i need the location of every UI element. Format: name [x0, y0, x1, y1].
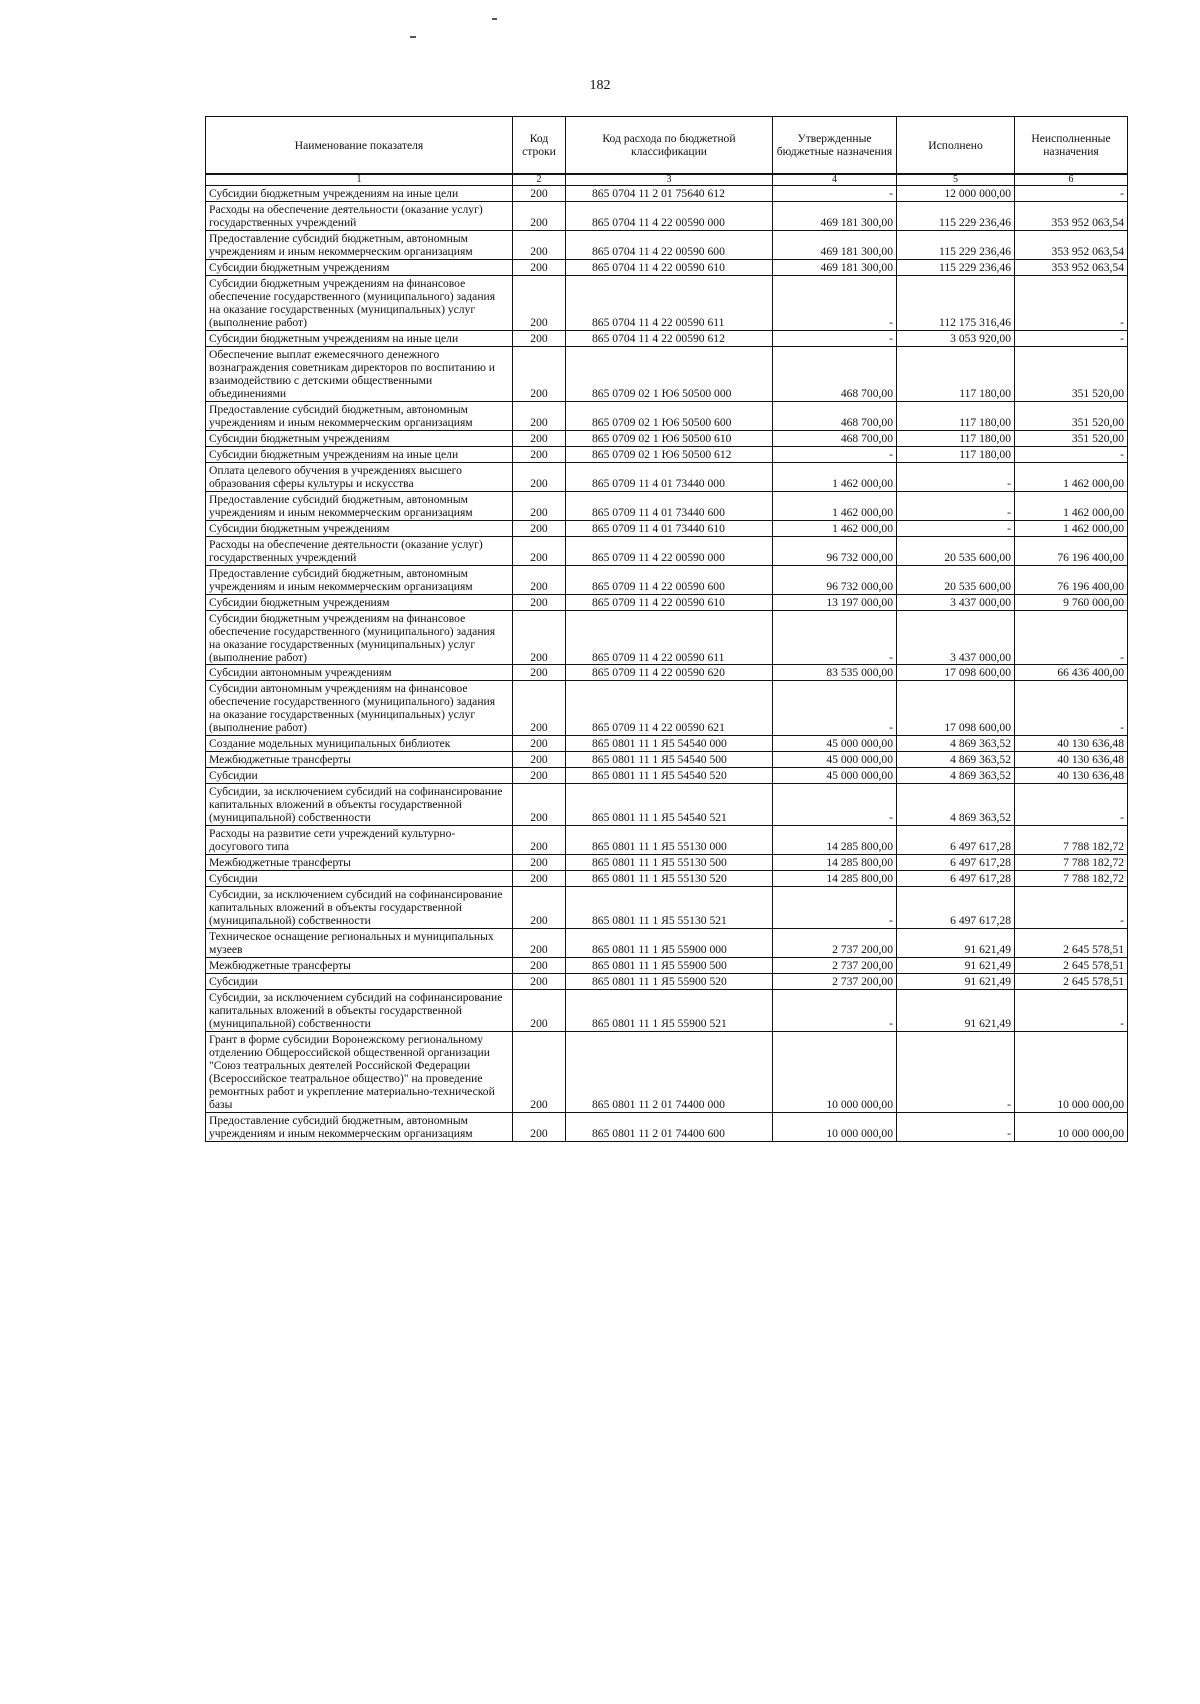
table-row [206, 259, 1128, 275]
row-approved: 468 700,00 [773, 346, 897, 401]
table-row [206, 594, 1128, 610]
row-budget-code: 865 0801 11 2 01 74400 600 [566, 1113, 773, 1142]
budget-table-container [205, 116, 1127, 1142]
row-name: Создание модельных муниципальных библиотек [206, 736, 513, 752]
row-name: Субсидии, за исключением субсидий на софинансирование капитальных вложений в объекты государственной (муниципальной) собственности [206, 784, 513, 826]
row-name: Субсидии автономным учреждениям на финансовое обеспечение государственного (муниципального) задания на оказание государственных (муниципальных) услуг (выполнение работ) [206, 681, 513, 736]
table-row [206, 826, 1128, 855]
row-line-code: 200 [513, 346, 566, 401]
row-unexecuted: - [1015, 610, 1128, 665]
row-line-code: 200 [513, 752, 566, 768]
row-line-code: 200 [513, 958, 566, 974]
row-unexecuted: 1 462 000,00 [1015, 491, 1128, 520]
row-line-code: 200 [513, 665, 566, 681]
row-executed: 4 869 363,52 [897, 752, 1015, 768]
row-name: Предоставление субсидий бюджетным, автономным учреждениям и иным некоммерческим организациям [206, 230, 513, 259]
row-budget-code: 865 0709 02 1 Ю6 50500 000 [566, 346, 773, 401]
row-approved: - [773, 784, 897, 826]
row-budget-code: 865 0704 11 4 22 00590 600 [566, 230, 773, 259]
scan-mark [492, 18, 497, 20]
row-name: Субсидии автономным учреждениям [206, 665, 513, 681]
row-unexecuted: 1 462 000,00 [1015, 462, 1128, 491]
row-line-code: 200 [513, 594, 566, 610]
row-budget-code: 865 0704 11 4 22 00590 610 [566, 259, 773, 275]
row-executed: 4 869 363,52 [897, 768, 1015, 784]
table-row [206, 974, 1128, 990]
row-approved: 10 000 000,00 [773, 1113, 897, 1142]
row-name: Субсидии бюджетным учреждениям [206, 594, 513, 610]
row-approved: - [773, 446, 897, 462]
row-name: Субсидии бюджетным учреждениям на иные цели [206, 446, 513, 462]
row-executed: - [897, 1113, 1015, 1142]
row-unexecuted: 40 130 636,48 [1015, 768, 1128, 784]
row-unexecuted: 353 952 063,54 [1015, 230, 1128, 259]
row-budget-code: 865 0709 11 4 22 00590 621 [566, 681, 773, 736]
row-approved: 469 181 300,00 [773, 201, 897, 230]
row-line-code: 200 [513, 736, 566, 752]
row-line-code: 200 [513, 990, 566, 1032]
row-approved: 14 285 800,00 [773, 871, 897, 887]
row-approved: 469 181 300,00 [773, 259, 897, 275]
row-name: Субсидии, за исключением субсидий на софинансирование капитальных вложений в объекты государственной (муниципальной) собственности [206, 990, 513, 1032]
row-line-code: 200 [513, 565, 566, 594]
table-row [206, 665, 1128, 681]
row-unexecuted: 40 130 636,48 [1015, 752, 1128, 768]
row-budget-code: 865 0704 11 4 22 00590 611 [566, 275, 773, 330]
row-name: Субсидии бюджетным учреждениям на иные цели [206, 186, 513, 202]
row-unexecuted: 2 645 578,51 [1015, 929, 1128, 958]
row-line-code: 200 [513, 610, 566, 665]
row-executed: 91 621,49 [897, 990, 1015, 1032]
table-row [206, 681, 1128, 736]
row-line-code: 200 [513, 974, 566, 990]
row-unexecuted: 10 000 000,00 [1015, 1113, 1128, 1142]
row-approved: - [773, 990, 897, 1032]
table-row [206, 1113, 1128, 1142]
row-executed: 4 869 363,52 [897, 784, 1015, 826]
row-unexecuted: 1 462 000,00 [1015, 520, 1128, 536]
row-line-code: 200 [513, 330, 566, 346]
table-row [206, 990, 1128, 1032]
row-name: Техническое оснащение региональных и муниципальных музеев [206, 929, 513, 958]
row-name: Субсидии бюджетным учреждениям [206, 430, 513, 446]
row-executed: 115 229 236,46 [897, 201, 1015, 230]
row-budget-code: 865 0801 11 2 01 74400 000 [566, 1032, 773, 1113]
row-unexecuted: 353 952 063,54 [1015, 259, 1128, 275]
row-line-code: 200 [513, 491, 566, 520]
row-budget-code: 865 0709 02 1 Ю6 50500 610 [566, 430, 773, 446]
table-row [206, 330, 1128, 346]
row-unexecuted: - [1015, 330, 1128, 346]
row-name: Расходы на обеспечение деятельности (оказание услуг) государственных учреждений [206, 201, 513, 230]
table-row [206, 430, 1128, 446]
row-approved: - [773, 610, 897, 665]
row-line-code: 200 [513, 446, 566, 462]
table-row [206, 186, 1128, 202]
row-name: Субсидии [206, 768, 513, 784]
row-executed: - [897, 491, 1015, 520]
row-executed: 112 175 316,46 [897, 275, 1015, 330]
row-approved: 1 462 000,00 [773, 491, 897, 520]
row-unexecuted: 76 196 400,00 [1015, 565, 1128, 594]
row-unexecuted: - [1015, 887, 1128, 929]
row-line-code: 200 [513, 230, 566, 259]
row-budget-code: 865 0704 11 4 22 00590 000 [566, 201, 773, 230]
table-row [206, 536, 1128, 565]
row-approved: - [773, 186, 897, 202]
table-body [206, 186, 1128, 1142]
row-name: Субсидии бюджетным учреждениям на финансовое обеспечение государственного (муниципального) задания на оказание государственных (муниципальных) услуг (выполнение работ) [206, 275, 513, 330]
table-row [206, 784, 1128, 826]
row-unexecuted: 7 788 182,72 [1015, 826, 1128, 855]
row-executed: 6 497 617,28 [897, 826, 1015, 855]
row-line-code: 200 [513, 520, 566, 536]
table-row [206, 401, 1128, 430]
row-approved: 1 462 000,00 [773, 520, 897, 536]
column-number: 3 [566, 174, 773, 186]
column-number: 4 [773, 174, 897, 186]
row-executed: 20 535 600,00 [897, 536, 1015, 565]
row-line-code: 200 [513, 784, 566, 826]
row-budget-code: 865 0801 11 1 Я5 55130 000 [566, 826, 773, 855]
page-number: 182 [589, 78, 611, 93]
header-executed: Исполнено [897, 117, 1015, 175]
header-approved: Утвержденные бюджетные назначения [773, 117, 897, 175]
row-line-code: 200 [513, 929, 566, 958]
row-approved: 2 737 200,00 [773, 974, 897, 990]
row-budget-code: 865 0801 11 1 Я5 54540 521 [566, 784, 773, 826]
row-line-code: 200 [513, 1032, 566, 1113]
row-budget-code: 865 0709 11 4 22 00590 611 [566, 610, 773, 665]
row-line-code: 200 [513, 201, 566, 230]
row-executed: 117 180,00 [897, 401, 1015, 430]
row-line-code: 200 [513, 681, 566, 736]
row-unexecuted: 10 000 000,00 [1015, 1032, 1128, 1113]
row-line-code: 200 [513, 401, 566, 430]
row-name: Расходы на обеспечение деятельности (оказание услуг) государственных учреждений [206, 536, 513, 565]
row-executed: 3 053 920,00 [897, 330, 1015, 346]
row-line-code: 200 [513, 536, 566, 565]
row-executed: 117 180,00 [897, 446, 1015, 462]
row-executed: 6 497 617,28 [897, 871, 1015, 887]
header-row [206, 117, 1128, 175]
row-budget-code: 865 0709 11 4 01 73440 000 [566, 462, 773, 491]
row-approved: 45 000 000,00 [773, 752, 897, 768]
row-approved: 14 285 800,00 [773, 855, 897, 871]
row-executed: 17 098 600,00 [897, 665, 1015, 681]
row-name: Предоставление субсидий бюджетным, автономным учреждениям и иным некоммерческим организациям [206, 401, 513, 430]
table-row [206, 462, 1128, 491]
row-line-code: 200 [513, 462, 566, 491]
row-unexecuted: - [1015, 186, 1128, 202]
row-unexecuted: 7 788 182,72 [1015, 855, 1128, 871]
row-executed: - [897, 520, 1015, 536]
row-budget-code: 865 0801 11 1 Я5 54540 500 [566, 752, 773, 768]
row-approved: 468 700,00 [773, 401, 897, 430]
row-executed: 91 621,49 [897, 929, 1015, 958]
row-line-code: 200 [513, 855, 566, 871]
row-budget-code: 865 0709 11 4 22 00590 610 [566, 594, 773, 610]
row-budget-code: 865 0801 11 1 Я5 55900 000 [566, 929, 773, 958]
row-approved: 83 535 000,00 [773, 665, 897, 681]
table-row [206, 929, 1128, 958]
row-approved: - [773, 681, 897, 736]
row-approved: 1 462 000,00 [773, 462, 897, 491]
row-unexecuted: 353 952 063,54 [1015, 201, 1128, 230]
table-row [206, 491, 1128, 520]
row-name: Субсидии бюджетным учреждениям на иные цели [206, 330, 513, 346]
row-budget-code: 865 0801 11 1 Я5 54540 000 [566, 736, 773, 752]
row-name: Оплата целевого обучения в учреждениях высшего образования сферы культуры и искусства [206, 462, 513, 491]
row-budget-code: 865 0709 02 1 Ю6 50500 600 [566, 401, 773, 430]
row-executed: 20 535 600,00 [897, 565, 1015, 594]
row-name: Межбюджетные трансферты [206, 855, 513, 871]
row-unexecuted: 76 196 400,00 [1015, 536, 1128, 565]
row-executed: 117 180,00 [897, 430, 1015, 446]
row-name: Грант в форме субсидии Воронежскому региональному отделению Общероссийской общественной организации "Союз театральных деятелей Российской Федерации (Всероссийское театральное общество)" на проведение ремонтных работ и укрепление материально-технической базы [206, 1032, 513, 1113]
column-number: 6 [1015, 174, 1128, 186]
header-budget-code: Код расхода по бюджетной классификации [566, 117, 773, 175]
row-line-code: 200 [513, 186, 566, 202]
scan-mark [410, 36, 416, 38]
row-line-code: 200 [513, 275, 566, 330]
row-unexecuted: 2 645 578,51 [1015, 974, 1128, 990]
row-executed: 117 180,00 [897, 346, 1015, 401]
row-name: Расходы на развитие сети учреждений культурно-досугового типа [206, 826, 513, 855]
row-line-code: 200 [513, 871, 566, 887]
row-unexecuted: 351 520,00 [1015, 401, 1128, 430]
row-executed: - [897, 1032, 1015, 1113]
row-unexecuted: 2 645 578,51 [1015, 958, 1128, 974]
table-row [206, 565, 1128, 594]
row-name: Предоставление субсидий бюджетным, автономным учреждениям и иным некоммерческим организациям [206, 565, 513, 594]
row-name: Межбюджетные трансферты [206, 958, 513, 974]
row-name: Межбюджетные трансферты [206, 752, 513, 768]
row-line-code: 200 [513, 826, 566, 855]
row-budget-code: 865 0801 11 1 Я5 55900 500 [566, 958, 773, 974]
row-executed: 115 229 236,46 [897, 230, 1015, 259]
row-unexecuted: 40 130 636,48 [1015, 736, 1128, 752]
table-row [206, 346, 1128, 401]
row-approved: 45 000 000,00 [773, 736, 897, 752]
row-approved: 96 732 000,00 [773, 565, 897, 594]
row-name: Предоставление субсидий бюджетным, автономным учреждениям и иным некоммерческим организациям [206, 491, 513, 520]
row-executed: - [897, 462, 1015, 491]
row-budget-code: 865 0709 02 1 Ю6 50500 612 [566, 446, 773, 462]
row-line-code: 200 [513, 768, 566, 784]
row-line-code: 200 [513, 430, 566, 446]
column-number-row [206, 174, 1128, 186]
header-indicator-name: Наименование показателя [206, 117, 513, 175]
column-number: 5 [897, 174, 1015, 186]
row-line-code: 200 [513, 887, 566, 929]
row-unexecuted: - [1015, 681, 1128, 736]
column-number: 2 [513, 174, 566, 186]
row-approved: 2 737 200,00 [773, 958, 897, 974]
row-budget-code: 865 0801 11 1 Я5 55900 520 [566, 974, 773, 990]
row-approved: 2 737 200,00 [773, 929, 897, 958]
row-executed: 91 621,49 [897, 974, 1015, 990]
row-unexecuted: 9 760 000,00 [1015, 594, 1128, 610]
table-row [206, 446, 1128, 462]
row-budget-code: 865 0801 11 1 Я5 55130 520 [566, 871, 773, 887]
row-executed: 4 869 363,52 [897, 736, 1015, 752]
row-executed: 115 229 236,46 [897, 259, 1015, 275]
row-approved: 45 000 000,00 [773, 768, 897, 784]
header-unexecuted: Неисполненные назначения [1015, 117, 1128, 175]
row-unexecuted: - [1015, 275, 1128, 330]
row-approved: 10 000 000,00 [773, 1032, 897, 1113]
row-line-code: 200 [513, 259, 566, 275]
row-executed: 17 098 600,00 [897, 681, 1015, 736]
row-line-code: 200 [513, 1113, 566, 1142]
row-budget-code: 865 0709 11 4 22 00590 620 [566, 665, 773, 681]
row-name: Субсидии бюджетным учреждениям [206, 259, 513, 275]
row-approved: 468 700,00 [773, 430, 897, 446]
table-row [206, 958, 1128, 974]
row-unexecuted: 351 520,00 [1015, 346, 1128, 401]
row-budget-code: 865 0704 11 4 22 00590 612 [566, 330, 773, 346]
row-unexecuted: - [1015, 446, 1128, 462]
column-number: 1 [206, 174, 513, 186]
row-executed: 6 497 617,28 [897, 887, 1015, 929]
row-name: Субсидии [206, 871, 513, 887]
row-approved: 14 285 800,00 [773, 826, 897, 855]
row-name: Субсидии бюджетным учреждениям [206, 520, 513, 536]
row-name: Предоставление субсидий бюджетным, автономным учреждениям и иным некоммерческим организациям [206, 1113, 513, 1142]
row-approved: 13 197 000,00 [773, 594, 897, 610]
table-row [206, 752, 1128, 768]
table-row [206, 520, 1128, 536]
row-approved: - [773, 275, 897, 330]
row-budget-code: 865 0709 11 4 22 00590 000 [566, 536, 773, 565]
row-unexecuted: - [1015, 990, 1128, 1032]
row-unexecuted: 66 436 400,00 [1015, 665, 1128, 681]
row-budget-code: 865 0801 11 1 Я5 55130 521 [566, 887, 773, 929]
row-name: Обеспечение выплат ежемесячного денежного вознаграждения советникам директоров по воспитанию и взаимодействию с детскими общественными объединениями [206, 346, 513, 401]
table-row [206, 275, 1128, 330]
table-row [206, 768, 1128, 784]
header-line-code: Код строки [513, 117, 566, 175]
table-row [206, 855, 1128, 871]
row-executed: 3 437 000,00 [897, 610, 1015, 665]
row-budget-code: 865 0801 11 1 Я5 55900 521 [566, 990, 773, 1032]
row-budget-code: 865 0801 11 1 Я5 54540 520 [566, 768, 773, 784]
row-unexecuted: - [1015, 784, 1128, 826]
row-budget-code: 865 0704 11 2 01 75640 612 [566, 186, 773, 202]
table-row [206, 610, 1128, 665]
row-executed: 91 621,49 [897, 958, 1015, 974]
table-row [206, 1032, 1128, 1113]
table-row [206, 887, 1128, 929]
row-name: Субсидии [206, 974, 513, 990]
row-name: Субсидии бюджетным учреждениям на финансовое обеспечение государственного (муниципального) задания на оказание государственных (муниципальных) услуг (выполнение работ) [206, 610, 513, 665]
row-executed: 3 437 000,00 [897, 594, 1015, 610]
table-row [206, 201, 1128, 230]
row-approved: - [773, 330, 897, 346]
row-unexecuted: 351 520,00 [1015, 430, 1128, 446]
row-name: Субсидии, за исключением субсидий на софинансирование капитальных вложений в объекты государственной (муниципальной) собственности [206, 887, 513, 929]
row-approved: - [773, 887, 897, 929]
budget-execution-table [205, 116, 1128, 1142]
table-row [206, 736, 1128, 752]
table-row [206, 230, 1128, 259]
row-budget-code: 865 0709 11 4 01 73440 610 [566, 520, 773, 536]
row-approved: 469 181 300,00 [773, 230, 897, 259]
row-unexecuted: 7 788 182,72 [1015, 871, 1128, 887]
table-row [206, 871, 1128, 887]
row-budget-code: 865 0709 11 4 22 00590 600 [566, 565, 773, 594]
row-budget-code: 865 0801 11 1 Я5 55130 500 [566, 855, 773, 871]
row-executed: 12 000 000,00 [897, 186, 1015, 202]
row-executed: 6 497 617,28 [897, 855, 1015, 871]
row-budget-code: 865 0709 11 4 01 73440 600 [566, 491, 773, 520]
row-approved: 96 732 000,00 [773, 536, 897, 565]
